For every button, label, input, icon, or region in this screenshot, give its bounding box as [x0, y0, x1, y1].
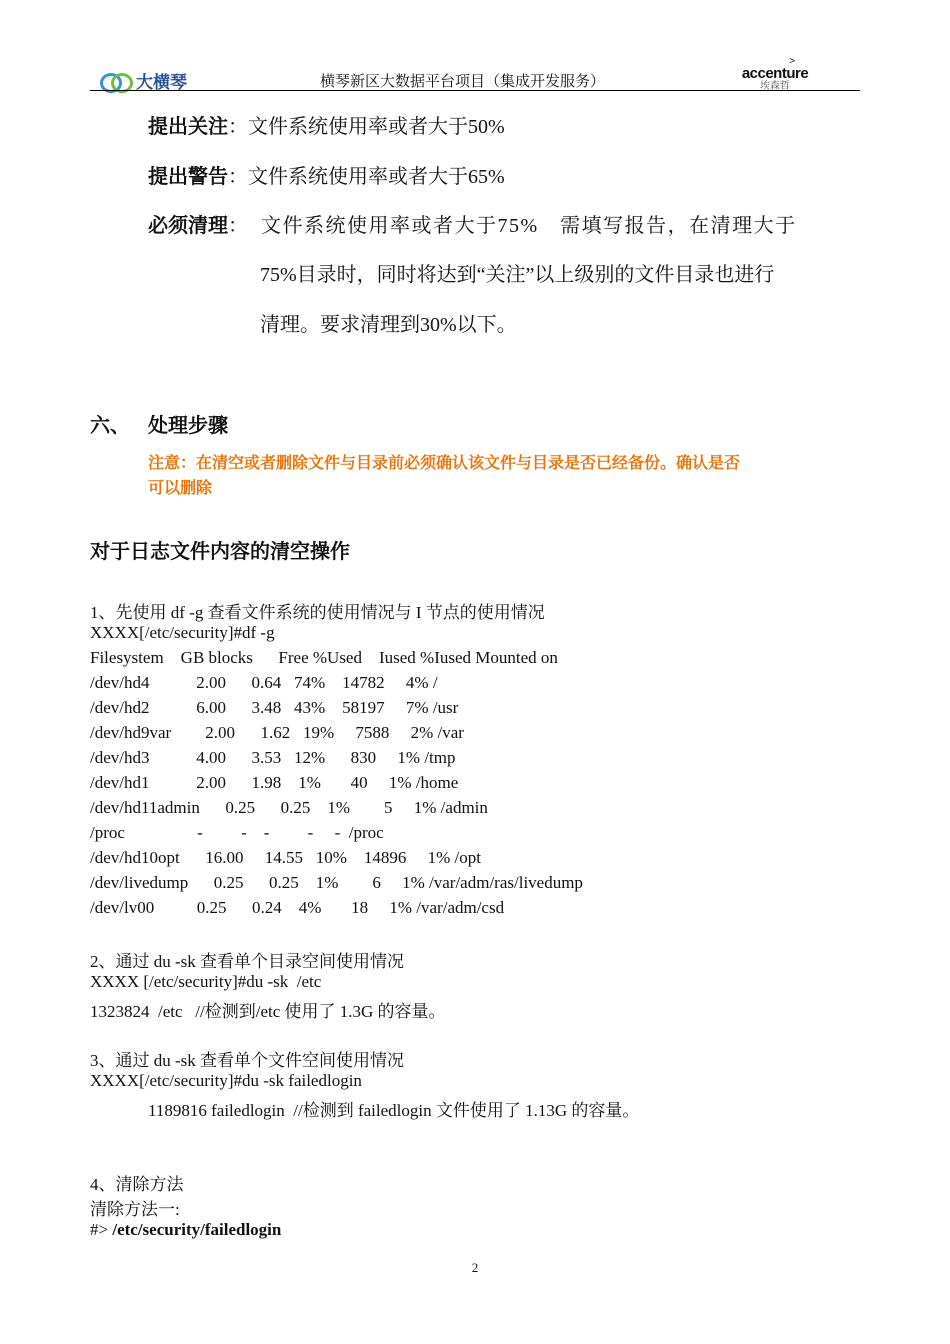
chevron-icon: > [789, 56, 795, 67]
step2-result: 1323824 /etc //检测到/etc 使用了 1.3G 的容量。 [90, 1002, 446, 1021]
step4-title: 4、清除方法 [90, 1175, 184, 1194]
threshold-warning: 提出警告：文件系统使用率或者大于65% [148, 166, 505, 188]
step3-title: 3、通过 du -sk 查看单个文件空间使用情况 [90, 1051, 405, 1070]
accenture-logo: > accenture 埃森哲 [741, 56, 809, 92]
step2-command: XXXX [/etc/security]#du -sk /etc [90, 972, 322, 991]
section-title: 处理步骤 [148, 413, 228, 437]
warning-note-line-1: 注意：在清空或者删除文件与目录前必须确认该文件与目录是否已经备份。确认是否 [148, 453, 741, 472]
df-table-row: /dev/hd9var 2.00 1.62 19% 7588 2% /var [90, 723, 464, 742]
df-table-row: /dev/lv00 0.25 0.24 4% 18 1% /var/adm/csd [90, 898, 505, 917]
threshold-attention: 提出关注：文件系统使用率或者大于50% [148, 116, 505, 138]
step2-title: 2、通过 du -sk 查看单个目录空间使用情况 [90, 952, 405, 971]
logo-text: 大横琴 [136, 73, 187, 92]
header-rule [90, 90, 860, 91]
df-table-row: /proc - - - - - /proc [90, 823, 384, 842]
step1-title: 1、先使用 df -g 查看文件系统的使用情况与 I 节点的使用情况 [90, 603, 545, 622]
df-table-row: /dev/hd11admin 0.25 0.25 1% 5 1% /admin [90, 798, 488, 817]
step3-command: XXXX[/etc/security]#du -sk failedlogin [90, 1071, 362, 1090]
step3-result: 1189816 failedlogin //检测到 failedlogin 文件使用了 1.13G 的容量。 [148, 1101, 640, 1120]
step4-command: #> /etc/security/failedlogin [90, 1220, 282, 1239]
df-table-row: /dev/hd3 4.00 3.53 12% 830 1% /tmp [90, 748, 456, 767]
df-table-row: /dev/hd2 6.00 3.48 43% 58197 7% /usr [90, 698, 459, 717]
threshold-must-clean-cont-1: 75%目录时，同时将达到“关注”以上级别的文件目录也进行 [260, 264, 775, 286]
df-table-row: /dev/livedump 0.25 0.25 1% 6 1% /var/adm/ras/livedump [90, 873, 583, 892]
threshold-must-clean: 必须清理： 文件系统使用率或者大于75% 需填写报告，在清理大于 [148, 215, 797, 237]
df-table-row: /dev/hd10opt 16.00 14.55 10% 14896 1% /opt [90, 848, 481, 867]
logo-rings-icon [100, 70, 130, 92]
df-table-header: Filesystem GB blocks Free %Used Iused %Iused Mounted on [90, 648, 558, 667]
df-table-row: /dev/hd4 2.00 0.64 74% 14782 4% / [90, 673, 438, 692]
df-table-row: /dev/hd1 2.00 1.98 1% 40 1% /home [90, 773, 459, 792]
threshold-must-clean-cont-2: 清理。要求清理到30%以下。 [260, 314, 517, 336]
header-title: 横琴新区大数据平台项目（集成开发服务） [320, 73, 606, 90]
step1-command: XXXX[/etc/security]#df -g [90, 623, 275, 642]
section-number: 六、 [90, 413, 130, 437]
subheading: 对于日志文件内容的清空操作 [90, 539, 350, 563]
page-number: 2 [471, 1260, 479, 1275]
step4-method1: 清除方法一: [90, 1200, 180, 1219]
warning-note-line-2: 可以删除 [148, 478, 213, 497]
